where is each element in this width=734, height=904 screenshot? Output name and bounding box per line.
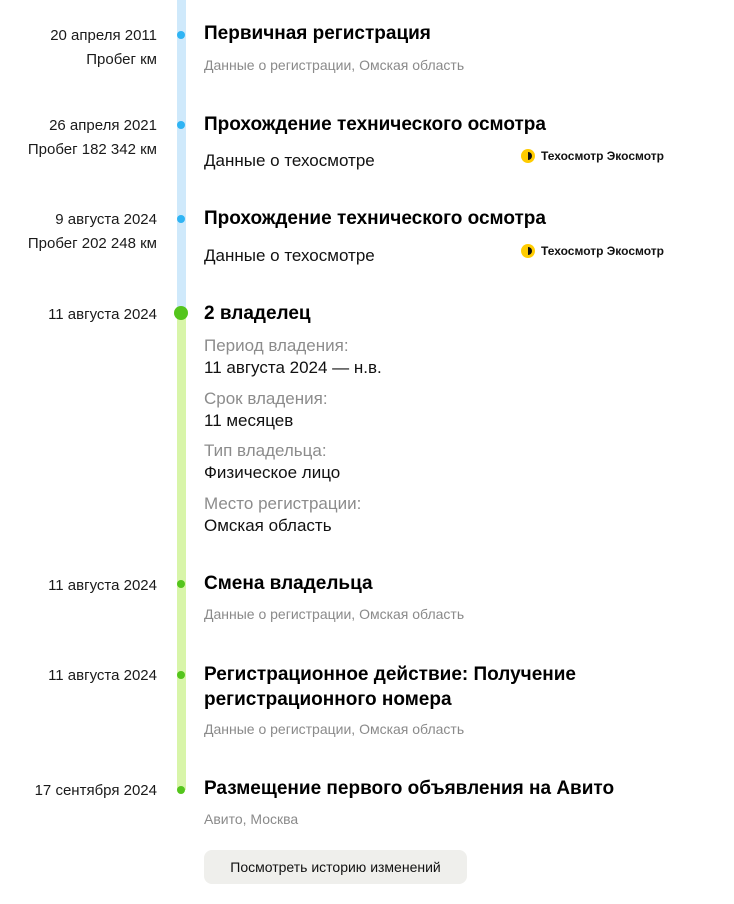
ownership-duration-value: 11 месяцев [204,411,294,430]
inspection-details-link[interactable]: Данные о техосмотре [204,246,375,265]
event-title-line-1: Регистрационное действие: Получение [204,664,576,685]
event-date: 20 апреля 2011 [50,27,157,44]
timeline-dot [177,31,185,39]
inspection-provider-brand [521,148,664,164]
timeline-dot-owner [174,306,188,320]
ownership-duration-label: Срок владения: [204,389,328,408]
event-title-line-2: регистрационного номера [204,689,452,710]
registration-place-value: Омская область [204,516,332,535]
owner-type-value: Физическое лицо [204,463,341,482]
event-subtitle: Данные о регистрации, Омская область [204,721,465,737]
event-date: 11 августа 2024 [48,577,157,594]
brand-name: Техосмотр Экосмотр [541,244,664,258]
event-date: 11 августа 2024 [48,667,157,684]
event-title: 2 владелец [204,303,311,324]
timeline-dot [177,580,185,588]
event-mileage: Пробег км [86,51,157,68]
event-subtitle: Авито, Москва [204,811,299,827]
event-mileage: Пробег 202 248 км [27,235,157,252]
ownership-period-label: Период владения: [204,336,349,355]
timeline-dot [177,215,185,223]
timeline-dot [177,121,185,129]
event-title: Размещение первого объявления на Авито [204,778,615,799]
ekosmotr-logo-icon [521,149,535,163]
event-title: Первичная регистрация [204,23,431,44]
event-subtitle: Данные о регистрации, Омская область [204,606,465,622]
timeline-track-current-owner [177,312,186,790]
event-date: 9 августа 2024 [55,211,157,228]
event-title: Прохождение технического осмотра [204,208,546,229]
event-mileage: Пробег 182 342 км [27,141,157,158]
ekosmotr-logo-icon [521,244,535,258]
event-subtitle: Данные о регистрации, Омская область [204,57,465,73]
timeline-dot [177,671,185,679]
ownership-period-value: 11 августа 2024 — н.в. [204,358,382,377]
inspection-details-link[interactable]: Данные о техосмотре [204,151,375,170]
event-date: 17 сентября 2024 [34,782,157,799]
event-date: 11 августа 2024 [48,306,157,323]
brand-name: Техосмотр Экосмотр [541,149,664,163]
view-change-history-button[interactable]: Посмотреть историю изменений [204,850,467,884]
timeline-track-past [177,0,186,312]
timeline-dot [177,786,185,794]
registration-place-label: Место регистрации: [204,494,362,513]
event-title: Прохождение технического осмотра [204,114,546,135]
owner-type-label: Тип владельца: [204,441,327,460]
inspection-provider-brand [521,243,664,259]
event-title: Смена владельца [204,573,373,594]
event-date: 26 апреля 2021 [49,117,157,134]
